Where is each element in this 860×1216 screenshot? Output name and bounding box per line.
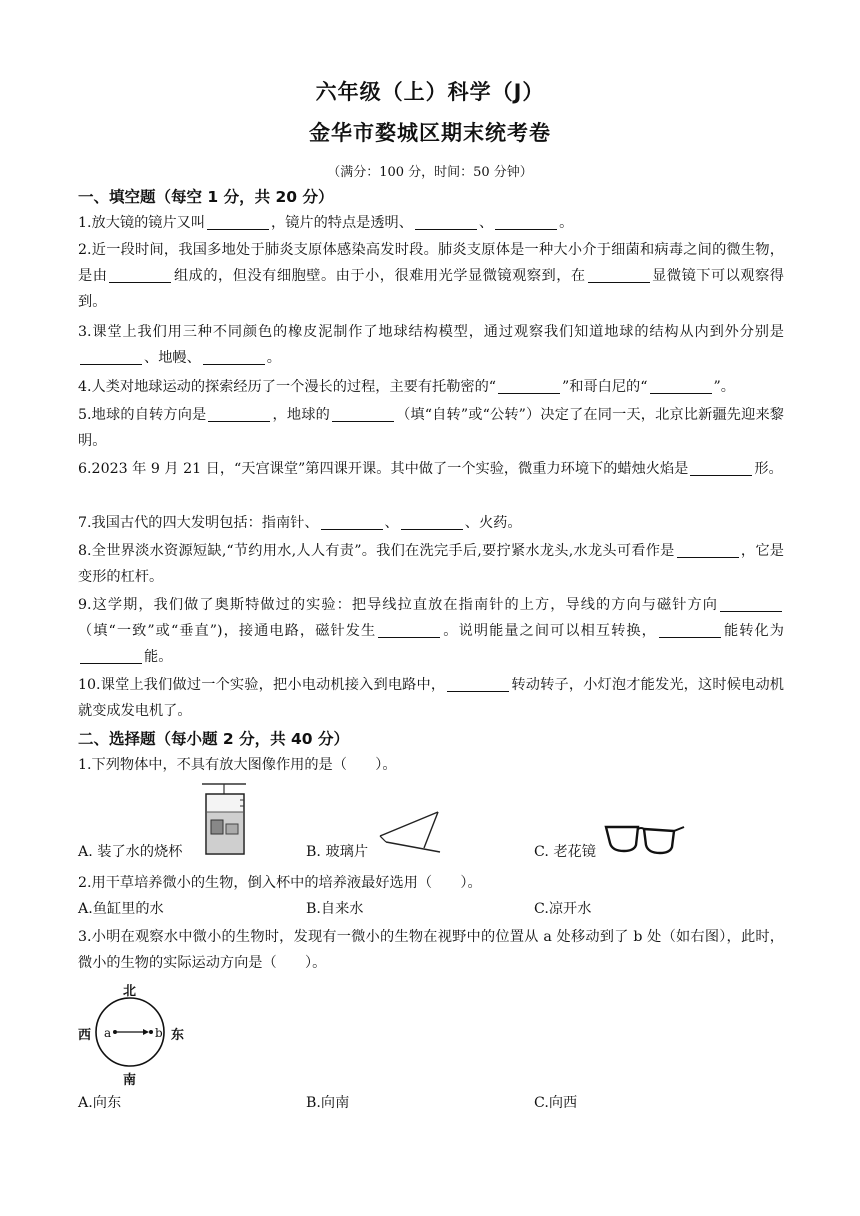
question-text: 9.这学期，我们做了奥斯特做过的实验：把导线拉直放在指南针的上方，导线的方向与磁针方向 (78, 597, 718, 613)
question-text: 、地幔、 (144, 350, 201, 366)
answer-blank[interactable] (208, 406, 270, 422)
choice-question-2-stem: 2.用干草培养微小的生物，倒入杯中的培养液最好选用（ ）。 (78, 875, 482, 891)
direction-north-label: 北 (123, 984, 137, 999)
question-text: 显微镜下可以观察得到。 (78, 268, 784, 310)
choice-question-3-stem: 3.小明在观察水中微小的生物时，发现有一微小的生物在视野中的位置从 a 处移动到了 b 处（如右图），此时，微小的生物的实际运动方向是（ ）。 (78, 929, 784, 971)
question-text: 8.全世界淡水资源短缺,“节约用水,人人有责”。我们在洗完手后,要拧紧水龙头,水龙头可看作是 (78, 543, 675, 559)
answer-blank[interactable] (495, 214, 557, 230)
question-text: 7.我国古代的四大发明包括：指南针、 (78, 515, 319, 531)
answer-blank[interactable] (690, 460, 752, 476)
fill-question-2 (78, 237, 784, 315)
answer-blank[interactable] (447, 676, 509, 692)
question-text: 。 (266, 350, 281, 366)
answer-blank[interactable] (80, 349, 142, 365)
question-text: 、火药。 (464, 515, 522, 531)
question-text: 2.近一段时间，我国多地处于肺炎支原体感染高发时段。肺炎支原体是一种大小介于细菌和病毒之间的微生物，是由 (78, 242, 784, 284)
question-text: ”。 (713, 379, 735, 395)
option-3b[interactable]: B.向南 (306, 1095, 350, 1111)
question-text: 能。 (144, 649, 173, 665)
fill-question-1 (78, 210, 784, 236)
option-2c[interactable]: C.凉开水 (534, 901, 592, 917)
answer-blank[interactable] (415, 214, 477, 230)
question-text: ”和哥白尼的“ (562, 379, 648, 395)
choice-question-1-stem: 1.下列物体中，不具有放大图像作用的是（ ）。 (78, 757, 397, 773)
exam-subtitle: 金华市婺城区期末统考卷 (309, 121, 551, 145)
question-text: ，镜片的特点是透明、 (271, 215, 413, 231)
question-text: 5.地球的自转方向是 (78, 407, 207, 423)
direction-south-label: 南 (123, 1073, 137, 1088)
question-text: ，它是变形的杠杆。 (78, 543, 784, 585)
option-3c[interactable]: C.向西 (534, 1095, 578, 1111)
question-text: 、 (384, 515, 399, 531)
answer-blank[interactable] (378, 622, 440, 638)
question-text: 10.课堂上我们做过一个实验，把小电动机接入到电路中， (78, 677, 446, 693)
answer-blank[interactable] (588, 267, 650, 283)
option-1b[interactable]: B. 玻璃片 (306, 844, 369, 860)
question-text: 。 (559, 215, 574, 231)
answer-blank[interactable] (720, 596, 782, 612)
answer-blank[interactable] (203, 349, 265, 365)
question-text: 能转化为 (722, 623, 784, 639)
answer-blank[interactable] (659, 622, 721, 638)
point-b-label: b (155, 1026, 163, 1040)
glass-sheet-image (378, 806, 442, 854)
fill-question-4 (78, 374, 784, 400)
answer-blank[interactable] (650, 378, 712, 394)
answer-blank[interactable] (401, 514, 463, 530)
question-text: 1.放大镜的镜片又叫 (78, 215, 206, 231)
question-text: 。说明能量之间可以相互转换， (442, 623, 657, 639)
exam-title: 六年级（上）科学（J） (315, 80, 545, 104)
beaker-image (196, 780, 252, 860)
question-text: 组成的，但没有细胞壁。由于小，很难用光学显微镜观察到，在 (173, 268, 586, 284)
option-3a[interactable]: A.向东 (78, 1095, 122, 1111)
point-a-label: a (104, 1026, 112, 1040)
answer-blank[interactable] (109, 267, 171, 283)
option-2b[interactable]: B.自来水 (306, 901, 364, 917)
option-2a[interactable]: A.鱼缸里的水 (78, 901, 164, 917)
reading-glasses-image (604, 823, 686, 857)
answer-blank[interactable] (677, 542, 739, 558)
question-text: （填“自转”或“公转”）决定了在同一天，北京比新疆先迎来黎明。 (78, 407, 784, 449)
fill-question-10 (78, 672, 784, 724)
question-text: 形。 (754, 461, 783, 477)
question-text: 、 (478, 215, 494, 231)
answer-blank[interactable] (80, 648, 142, 664)
fill-question-6 (78, 456, 784, 482)
fill-question-7 (78, 510, 784, 536)
question-text: 6.2023 年 9 月 21 日，“天宫课堂”第四课开课。其中做了一个实验，微重力环境下的蜡烛火焰是 (78, 461, 689, 477)
section-fill-blank-heading: 一、填空题（每空 1 分，共 20 分） (78, 188, 334, 206)
section-choice-heading: 二、选择题（每小题 2 分，共 40 分） (78, 730, 349, 748)
question-text: ，地球的 (272, 407, 330, 423)
question-text: （填“一致”或“垂直”)，接通电路，磁针发生 (78, 623, 377, 639)
direction-west-label: 西 (78, 1028, 92, 1043)
option-1a[interactable]: A. 装了水的烧杯 (78, 844, 183, 860)
fill-question-8 (78, 538, 784, 590)
question-text: 转动转子，小灯泡才能发光，这时候电动机就变成发电机了。 (78, 677, 784, 719)
score-time-note: （满分：100 分，时间：50 分钟） (327, 165, 533, 180)
option-1c[interactable]: C. 老花镜 (534, 844, 596, 860)
fill-question-5 (78, 402, 784, 454)
fill-question-3 (78, 319, 784, 371)
fill-question-9 (78, 592, 784, 670)
question-text: 3.课堂上我们用三种不同颜色的橡皮泥制作了地球结构模型，通过观察我们知道地球的结构从内到外分别是 (78, 324, 784, 340)
direction-east-label: 东 (171, 1028, 185, 1043)
answer-blank[interactable] (207, 214, 269, 230)
answer-blank[interactable] (321, 514, 383, 530)
answer-blank[interactable] (332, 406, 394, 422)
answer-blank[interactable] (498, 378, 560, 394)
question-text: 4.人类对地球运动的探索经历了一个漫长的过程，主要有托勒密的“ (78, 379, 497, 395)
